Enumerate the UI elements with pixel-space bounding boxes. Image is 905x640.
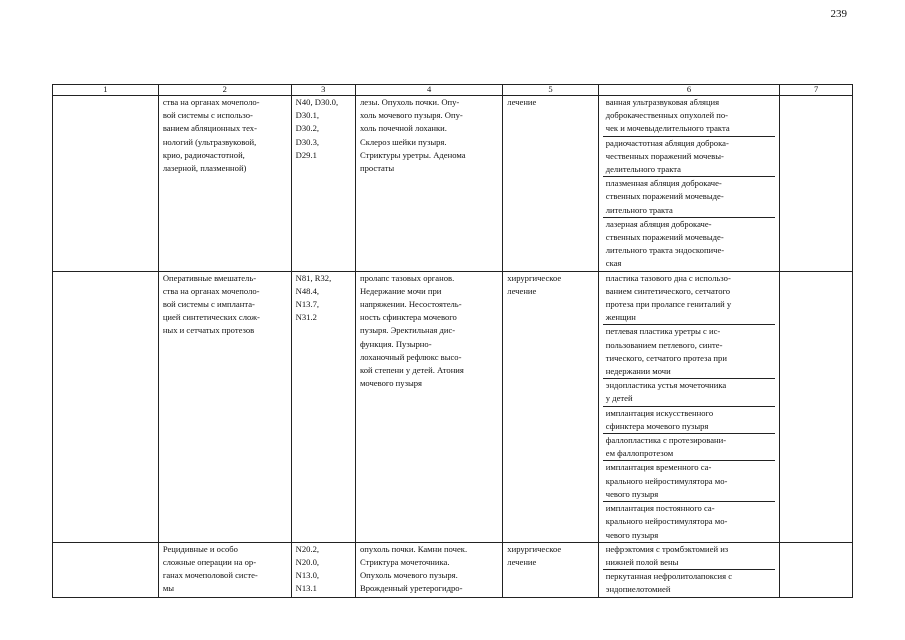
- cell-diagnosis: пролапс тазовых органов. Недержание мочи при напряжении. Несостоятель- ность сфинктера мочевого пузыря. Эректильная дис- функция. Пузырно- лоханочный рефлюкс высо- кой степени у детей. Атония мочевого пузыря: [355, 271, 502, 542]
- column-header-4: 4: [355, 85, 502, 96]
- treatment-method: радиочастотная абляция доброка- чественных поражений мочевы- делительного тракта: [603, 136, 776, 177]
- treatment-method: имплантация искусственного сфинктера мочевого пузыря: [603, 406, 776, 433]
- cell-treatment-type: хирургическое лечение: [503, 271, 598, 542]
- column-header-3: 3: [291, 85, 355, 96]
- procedures-table: [52, 84, 853, 598]
- column-header-6: 6: [598, 85, 780, 96]
- treatment-method: ванная ультразвуковая абляция доброкачественных опухолей по- чек и мочевыделительного тракта: [605, 97, 730, 134]
- cell-icd-codes: N40, D30.0, D30.1, D30.2, D30.3, D29.1: [291, 96, 355, 272]
- treatment-method: перкутанная нефролитолапоксия с эндопиелотомией: [603, 569, 776, 596]
- column-header-2: 2: [158, 85, 291, 96]
- treatment-method: лазерная абляция доброкаче- ственных поражений мочевыде- лительного тракта эндоскопиче- ская: [603, 217, 776, 271]
- treatment-method: нефрэктомия с тромбэктомией из нижней полой вены: [605, 543, 729, 567]
- cell-icd-codes: N20.2, N20.0, N13.0, N13.1: [291, 542, 355, 597]
- treatment-method: имплантация временного са- крального нейростимулятора мо- чевого пузыря: [603, 460, 776, 501]
- column-header-1: 1: [53, 85, 159, 96]
- treatment-method: петлевая пластика уретры с ис- пользованием петлевого, синте- тического, сетчатого протеза при недержании мочи: [603, 324, 776, 378]
- cell-treatment-type: хирургическое лечение: [503, 542, 598, 597]
- cell-treatment-methods: [598, 271, 780, 542]
- cell-intervention: Оперативные вмешатель- ства на органах мочеполо- вой системы с импланта- цией синтетических слож- ных и сетчатых протезов: [158, 271, 291, 542]
- cell-treatment-type: лечение: [503, 96, 598, 272]
- cell-cost: [780, 96, 853, 272]
- table-header-row: [53, 85, 853, 96]
- cell-icd-codes: N81, R32, N48.4, N13.7, N31.2: [291, 271, 355, 542]
- table-row: [53, 542, 853, 597]
- column-header-5: 5: [503, 85, 598, 96]
- page-number: 239: [830, 8, 847, 20]
- cell-treatment-methods: [598, 96, 780, 272]
- cell-cost: [780, 271, 853, 542]
- treatment-method: имплантация постоянного са- крального нейростимулятора мо- чевого пузыря: [603, 501, 776, 542]
- cell-treatment-methods: [598, 542, 780, 597]
- cell-cost: [780, 542, 853, 597]
- cell-diagnosis: опухоль почки. Камни почек. Стриктура мочеточника. Опухоль мочевого пузыря. Врожденный уретерогидро-: [355, 542, 502, 597]
- cell-intervention: ства на органах мочеполо- вой системы с использо- ванием абляционных тех- нологий (ультразвуковой, крио, радиочастотной, лазерной, плазменной): [158, 96, 291, 272]
- cell-number: [53, 542, 159, 597]
- column-header-7: 7: [780, 85, 853, 96]
- cell-intervention: Рецидивные и особо сложные операции на ор- ганах мочеполовой систе- мы: [158, 542, 291, 597]
- table-row: [53, 96, 853, 272]
- treatment-method: эндопластика устья мочеточника у детей: [603, 378, 776, 405]
- treatment-method: плазменная абляция доброкаче- ственных поражений мочевыде- лительного тракта: [603, 176, 776, 217]
- cell-number: [53, 96, 159, 272]
- cell-diagnosis: лезы. Опухоль почки. Опу- холь мочевого пузыря. Опу- холь почечной лоханки. Склероз шейки пузыря. Стриктуры уретры. Аденома простаты: [355, 96, 502, 272]
- treatment-method: фаллопластика с протезировани- ем фаллопротезом: [603, 433, 776, 460]
- treatment-method: пластика тазового дна с использо- ванием синтетического, сетчатого протеза при пролапсе гениталий у женщин: [605, 272, 732, 323]
- table-row: [53, 271, 853, 542]
- cell-number: [53, 271, 159, 542]
